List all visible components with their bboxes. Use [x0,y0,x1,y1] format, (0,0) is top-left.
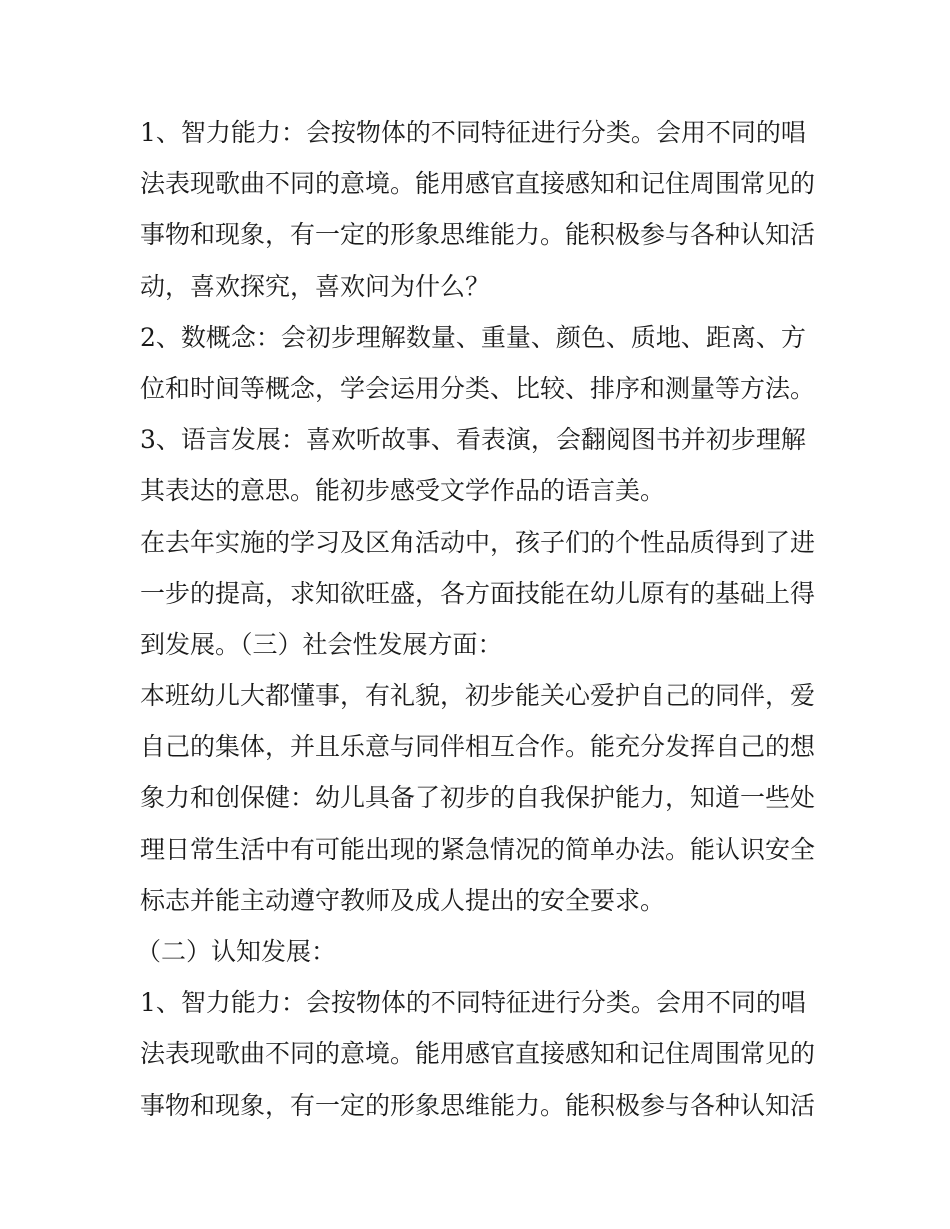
text-line: 理日常生活中有可能出现的紧急情况的简单办法。能认识安全 [140,834,816,864]
text-line: 到发展。（三）社会性发展方面： [140,629,503,659]
text-line: 本班幼儿大都懂事，有礼貌，初步能关心爱护自己的同伴，爱 [140,681,816,711]
text-line: 法表现歌曲不同的意境。能用感官直接感知和记住周围常见的 [140,1039,816,1069]
document-body [136,107,830,1131]
text-line: 一步的提高，求知欲旺盛，各方面技能在幼儿原有的基础上得 [140,578,816,608]
text-line: 象力和创保健：幼儿具备了初步的自我保护能力，知道一些处 [140,783,816,813]
text-line: 3、语言发展：喜欢听故事、看表演，会翻阅图书并初步理解 [140,425,806,455]
text-line: 2、数概念：会初步理解数量、重量、颜色、质地、距离、方 [140,322,806,352]
text-line: 动，喜欢探究，喜欢问为什么？ [140,271,491,301]
text-line: 法表现歌曲不同的意境。能用感官直接感知和记住周围常见的 [140,169,816,199]
section-heading: （二）认知发展： [136,937,337,966]
text-line: 自己的集体，并且乐意与同伴相互合作。能充分发挥自己的想 [140,732,816,762]
text-line: 位和时间等概念，学会运用分类、比较、排序和测量等方法。 [140,373,816,403]
text-line: 事物和现象，有一定的形象思维能力。能积极参与各种认知活 [140,220,816,250]
text-line: 1、智力能力：会按物体的不同特征进行分类。会用不同的唱 [140,988,806,1018]
text-line: 事物和现象，有一定的形象思维能力。能积极参与各种认知活 [140,1090,816,1120]
text-line: 1、智力能力：会按物体的不同特征进行分类。会用不同的唱 [140,118,806,147]
text-line: 其表达的意思。能初步感受文学作品的语言美。 [140,476,666,506]
text-line: 标志并能主动遵守教师及成人提出的安全要求。 [140,885,666,915]
text-line: 在去年实施的学习及区角活动中，孩子们的个性品质得到了进 [140,527,816,557]
